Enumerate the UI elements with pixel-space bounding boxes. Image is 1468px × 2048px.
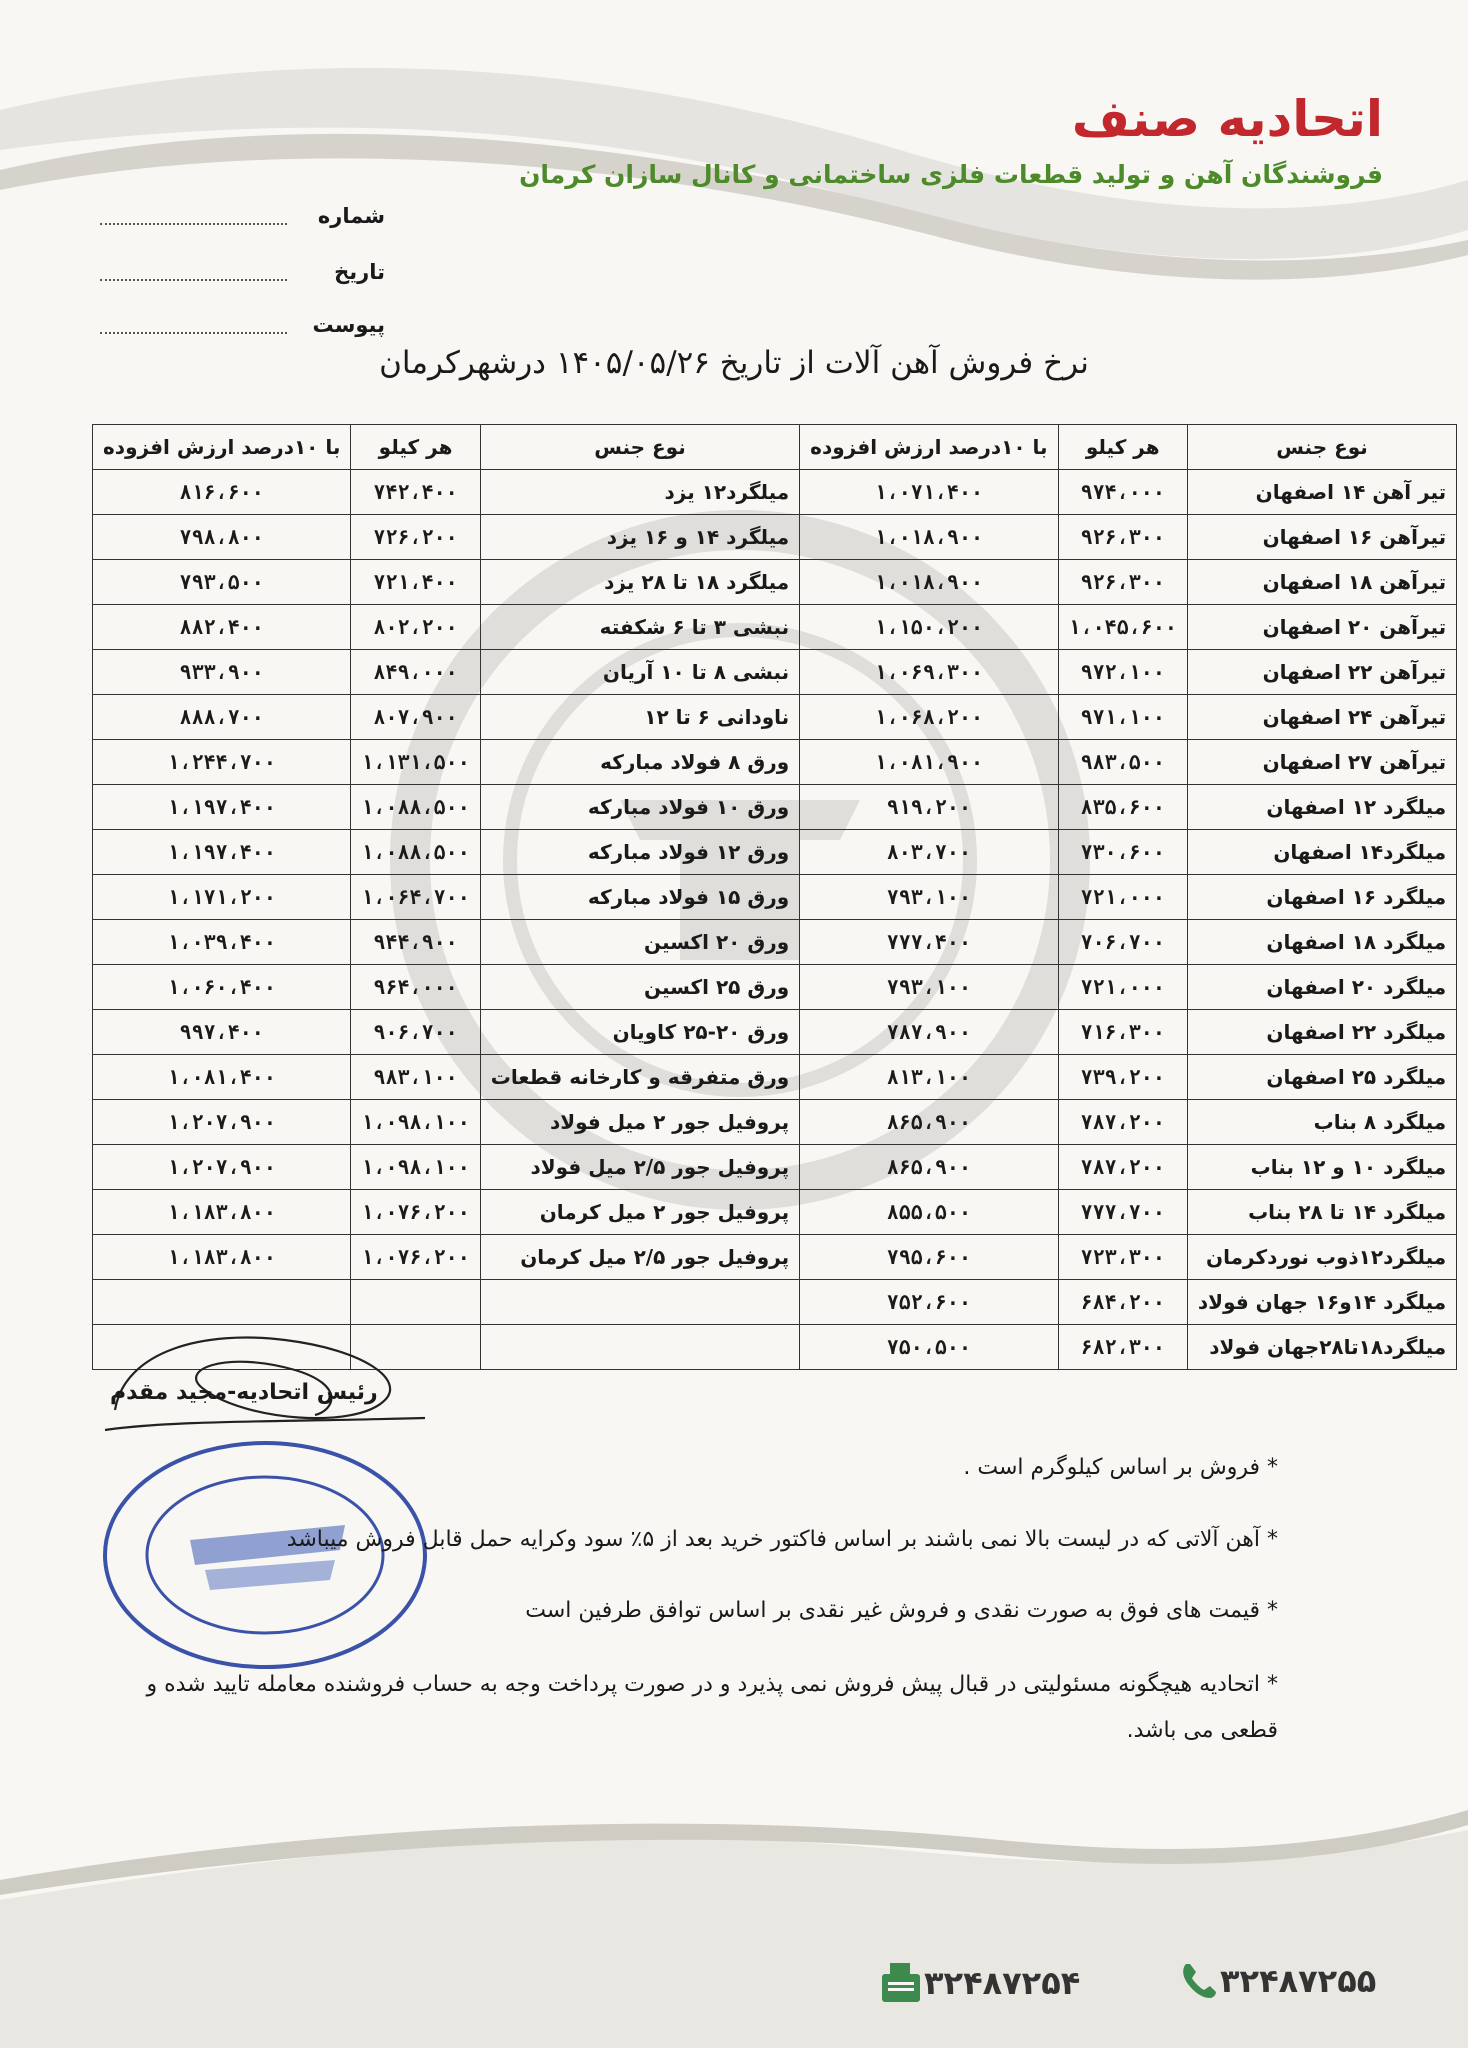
price-with-vat-cell: ۱،۲۰۷،۹۰۰ <box>93 1145 351 1190</box>
price-per-kilo-cell: ۶۸۲،۳۰۰ <box>1058 1325 1187 1370</box>
item-name-cell: میلگرد ۱۰ و ۱۲ بناب <box>1187 1145 1456 1190</box>
price-with-vat-cell: ۷۵۰،۵۰۰ <box>800 1325 1058 1370</box>
price-with-vat-cell: ۷۹۸،۸۰۰ <box>93 515 351 560</box>
union-title: اتحادیه صنف <box>1071 90 1383 148</box>
item-name-cell: میلگرد ۱۴ تا ۲۸ بناب <box>1187 1190 1456 1235</box>
item-name-cell: ورق ۲۵ اکسین <box>480 965 799 1010</box>
item-name-cell: میلگرد۱۴ اصفهان <box>1187 830 1456 875</box>
price-per-kilo-cell: ۱،۰۷۶،۲۰۰ <box>351 1190 480 1235</box>
price-per-kilo-cell: ۹۷۱،۱۰۰ <box>1058 695 1187 740</box>
table-row <box>93 515 1457 560</box>
document-title: نرخ فروش آهن آلات از تاریخ ۱۴۰۵/۰۵/۲۶ درشهرکرمان <box>379 345 1089 381</box>
number-field <box>100 196 385 236</box>
item-name-cell: تیرآهن ۱۸ اصفهان <box>1187 560 1456 605</box>
item-name-cell <box>480 1325 799 1370</box>
price-with-vat-cell: ۱،۱۹۷،۴۰۰ <box>93 785 351 830</box>
item-name-cell: تیرآهن ۲۷ اصفهان <box>1187 740 1456 785</box>
table-row <box>93 1190 1457 1235</box>
table-row <box>93 920 1457 965</box>
table-row <box>93 1010 1457 1055</box>
item-name-cell: میلگرد ۲۲ اصفهان <box>1187 1010 1456 1055</box>
item-name-cell: پروفیل جور ۲/۵ میل فولاد <box>480 1145 799 1190</box>
price-per-kilo-cell: ۷۷۷،۷۰۰ <box>1058 1190 1187 1235</box>
price-with-vat-cell: ۱،۰۶۰،۴۰۰ <box>93 965 351 1010</box>
item-name-cell: میلگرد ۲۰ اصفهان <box>1187 965 1456 1010</box>
header-per-kilo-right: هر کیلو <box>1058 425 1187 470</box>
price-with-vat-cell: ۸۶۵،۹۰۰ <box>800 1145 1058 1190</box>
price-with-vat-cell: ۱،۰۱۸،۹۰۰ <box>800 515 1058 560</box>
date-line <box>100 279 287 281</box>
number-line <box>100 223 287 225</box>
item-name-cell: تیرآهن ۲۰ اصفهان <box>1187 605 1456 650</box>
table-row <box>93 740 1457 785</box>
fax-number-block <box>860 1960 1080 2006</box>
price-with-vat-cell: ۷۹۳،۱۰۰ <box>800 965 1058 1010</box>
price-per-kilo-cell: ۹۷۲،۱۰۰ <box>1058 650 1187 695</box>
price-with-vat-cell: ۸۱۳،۱۰۰ <box>800 1055 1058 1100</box>
item-name-cell: ورق متفرقه و کارخانه قطعات <box>480 1055 799 1100</box>
attachment-label: پیوست <box>312 313 385 337</box>
note-presale-liability: * اتحادیه هیچگونه مسئولیتی در قبال پیش فروش نمی پذیرد و در صورت پرداخت وجه به حساب فروشنده معامله تایید شده و قطعی می باشد. <box>146 1672 1278 1743</box>
price-with-vat-cell: ۷۵۲،۶۰۰ <box>800 1280 1058 1325</box>
item-name-cell: میلگرد۱۲ یزد <box>480 470 799 515</box>
price-with-vat-cell: ۷۸۷،۹۰۰ <box>800 1010 1058 1055</box>
item-name-cell: ناودانی ۶ تا ۱۲ <box>480 695 799 740</box>
phone-number: ۳۲۴۸۷۲۵۵ <box>1220 1962 1377 2000</box>
table-row <box>93 1145 1457 1190</box>
price-with-vat-cell: ۱،۰۳۹،۴۰۰ <box>93 920 351 965</box>
date-field <box>100 252 385 292</box>
price-with-vat-cell: ۹۱۹،۲۰۰ <box>800 785 1058 830</box>
price-per-kilo-cell: ۹۸۳،۱۰۰ <box>351 1055 480 1100</box>
table-row <box>93 470 1457 515</box>
price-with-vat-cell: ۸۸۸،۷۰۰ <box>93 695 351 740</box>
table-row <box>93 1055 1457 1100</box>
price-with-vat-cell: ۷۷۷،۴۰۰ <box>800 920 1058 965</box>
item-name-cell: میلگرد ۱۴ و ۱۶ یزد <box>480 515 799 560</box>
price-with-vat-cell: ۱،۱۸۳،۸۰۰ <box>93 1235 351 1280</box>
union-subtitle: فروشندگان آهن و تولید قطعات فلزی ساختمانی و کانال سازان کرمان <box>519 160 1383 189</box>
price-with-vat-cell: ۱،۲۰۷،۹۰۰ <box>93 1100 351 1145</box>
price-with-vat-cell: ۱،۱۵۰،۲۰۰ <box>800 605 1058 650</box>
fax-number: ۳۲۴۸۷۲۵۴ <box>924 1964 1081 2002</box>
price-with-vat-cell: ۷۹۳،۵۰۰ <box>93 560 351 605</box>
price-per-kilo-cell: ۷۲۶،۲۰۰ <box>351 515 480 560</box>
header-vat-right: با ۱۰درصد ارزش افزوده <box>800 425 1058 470</box>
price-with-vat-cell: ۱،۱۷۱،۲۰۰ <box>93 875 351 920</box>
price-per-kilo-cell: ۱،۰۹۸،۱۰۰ <box>351 1145 480 1190</box>
price-per-kilo-cell: ۱،۱۳۱،۵۰۰ <box>351 740 480 785</box>
price-per-kilo-cell: ۱،۰۸۸،۵۰۰ <box>351 785 480 830</box>
price-per-kilo-cell: ۶۸۴،۲۰۰ <box>1058 1280 1187 1325</box>
item-name-cell: نبشی ۸ تا ۱۰ آریان <box>480 650 799 695</box>
item-name-cell: میلگرد ۱۴و۱۶ جهان فولاد <box>1187 1280 1456 1325</box>
item-name-cell: تیر آهن ۱۴ اصفهان <box>1187 470 1456 515</box>
price-with-vat-cell: ۱،۰۶۹،۳۰۰ <box>800 650 1058 695</box>
table-row <box>93 605 1457 650</box>
price-table <box>92 424 1457 1370</box>
item-name-cell: ورق ۱۲ فولاد مبارکه <box>480 830 799 875</box>
table-row <box>93 965 1457 1010</box>
price-per-kilo-cell: ۹۲۶،۳۰۰ <box>1058 515 1187 560</box>
price-per-kilo-cell: ۷۱۶،۳۰۰ <box>1058 1010 1187 1055</box>
price-per-kilo-cell: ۹۲۶،۳۰۰ <box>1058 560 1187 605</box>
item-name-cell: میلگرد ۱۸ اصفهان <box>1187 920 1456 965</box>
item-name-cell: ورق ۲۰ اکسین <box>480 920 799 965</box>
item-name-cell: میلگرد ۲۵ اصفهان <box>1187 1055 1456 1100</box>
price-with-vat-cell: ۸۵۵،۵۰۰ <box>800 1190 1058 1235</box>
price-per-kilo-cell: ۱،۰۷۶،۲۰۰ <box>351 1235 480 1280</box>
union-stamp <box>95 1430 435 1680</box>
price-with-vat-cell: ۱،۰۷۱،۴۰۰ <box>800 470 1058 515</box>
price-per-kilo-cell: ۸۰۷،۹۰۰ <box>351 695 480 740</box>
table-row <box>93 695 1457 740</box>
note-unlisted-items: * آهن آلاتی که در لیست بالا نمی باشند بر اساس فاکتور خرید بعد از ۵٪ سود وکرایه حمل قابل فروش میباشد <box>286 1527 1278 1552</box>
item-name-cell <box>480 1280 799 1325</box>
attachment-field <box>100 305 385 345</box>
price-with-vat-cell: ۱،۲۴۴،۷۰۰ <box>93 740 351 785</box>
item-name-cell: پروفیل جور ۲/۵ میل کرمان <box>480 1235 799 1280</box>
table-row <box>93 1100 1457 1145</box>
price-per-kilo-cell: ۷۳۰،۶۰۰ <box>1058 830 1187 875</box>
fax-icon <box>878 1960 924 2006</box>
price-with-vat-cell: ۹۳۳،۹۰۰ <box>93 650 351 695</box>
price-with-vat-cell: ۱،۱۹۷،۴۰۰ <box>93 830 351 875</box>
price-per-kilo-cell: ۷۲۱،۴۰۰ <box>351 560 480 605</box>
date-label: تاریخ <box>334 260 385 284</box>
price-with-vat-cell: ۹۹۷،۴۰۰ <box>93 1010 351 1055</box>
price-with-vat-cell: ۱،۰۸۱،۹۰۰ <box>800 740 1058 785</box>
header-type-right: نوع جنس <box>1187 425 1456 470</box>
item-name-cell: پروفیل جور ۲ میل فولاد <box>480 1100 799 1145</box>
item-name-cell: میلگرد۱۸تا۲۸جهان فولاد <box>1187 1325 1456 1370</box>
table-row <box>93 830 1457 875</box>
price-per-kilo-cell: ۷۴۲،۴۰۰ <box>351 470 480 515</box>
price-per-kilo-cell: ۹۶۴،۰۰۰ <box>351 965 480 1010</box>
price-per-kilo-cell: ۸۳۵،۶۰۰ <box>1058 785 1187 830</box>
price-per-kilo-cell: ۱،۰۶۴،۷۰۰ <box>351 875 480 920</box>
price-per-kilo-cell: ۱،۰۹۸،۱۰۰ <box>351 1100 480 1145</box>
price-per-kilo-cell: ۹۴۴،۹۰۰ <box>351 920 480 965</box>
item-name-cell: ورق ۸ فولاد مبارکه <box>480 740 799 785</box>
price-with-vat-cell: ۱،۱۸۳،۸۰۰ <box>93 1190 351 1235</box>
price-table-body <box>93 470 1457 1370</box>
phone-icon <box>1178 1960 1220 2002</box>
note-cash-prices: * قیمت های فوق به صورت نقدی و فروش غیر نقدی بر اساس توافق طرفین است <box>525 1598 1278 1623</box>
item-name-cell: میلگرد ۱۲ اصفهان <box>1187 785 1456 830</box>
table-header-row <box>93 425 1457 470</box>
price-per-kilo-cell: ۷۰۶،۷۰۰ <box>1058 920 1187 965</box>
price-with-vat-cell: ۸۰۳،۷۰۰ <box>800 830 1058 875</box>
price-with-vat-cell: ۸۸۲،۴۰۰ <box>93 605 351 650</box>
item-name-cell: پروفیل جور ۲ میل کرمان <box>480 1190 799 1235</box>
header-vat-left: با ۱۰درصد ارزش افزوده <box>93 425 351 470</box>
price-per-kilo-cell: ۹۷۴،۰۰۰ <box>1058 470 1187 515</box>
price-per-kilo-cell: ۹۸۳،۵۰۰ <box>1058 740 1187 785</box>
price-per-kilo-cell: ۷۲۳،۳۰۰ <box>1058 1235 1187 1280</box>
price-with-vat-cell: ۸۶۵،۹۰۰ <box>800 1100 1058 1145</box>
price-per-kilo-cell: ۷۸۷،۲۰۰ <box>1058 1100 1187 1145</box>
price-with-vat-cell: ۱،۰۶۸،۲۰۰ <box>800 695 1058 740</box>
price-per-kilo-cell: ۸۴۹،۰۰۰ <box>351 650 480 695</box>
item-name-cell: میلگرد۱۲ذوب نوردکرمان <box>1187 1235 1456 1280</box>
signature-label: رئیس اتحادیه-مجید مقدم <box>110 1380 378 1405</box>
item-name-cell: نبشی ۳ تا ۶ شکفته <box>480 605 799 650</box>
header-per-kilo-left: هر کیلو <box>351 425 480 470</box>
item-name-cell: ورق ۲۰-۲۵ کاویان <box>480 1010 799 1055</box>
phone-number-block <box>1160 1960 1376 2002</box>
price-per-kilo-cell: ۸۰۲،۲۰۰ <box>351 605 480 650</box>
header-type-left: نوع جنس <box>480 425 799 470</box>
price-with-vat-cell: ۸۱۶،۶۰۰ <box>93 470 351 515</box>
item-name-cell: تیرآهن ۱۶ اصفهان <box>1187 515 1456 560</box>
item-name-cell: ورق ۱۰ فولاد مبارکه <box>480 785 799 830</box>
table-row <box>93 1235 1457 1280</box>
price-per-kilo-cell: ۹۰۶،۷۰۰ <box>351 1010 480 1055</box>
price-per-kilo-cell: ۱،۰۸۸،۵۰۰ <box>351 830 480 875</box>
item-name-cell: میلگرد ۸ بناب <box>1187 1100 1456 1145</box>
table-row <box>93 650 1457 695</box>
item-name-cell: تیرآهن ۲۲ اصفهان <box>1187 650 1456 695</box>
price-per-kilo-cell: ۷۸۷،۲۰۰ <box>1058 1145 1187 1190</box>
attachment-line <box>100 332 287 334</box>
price-with-vat-cell: ۱،۰۱۸،۹۰۰ <box>800 560 1058 605</box>
note-sale-basis: * فروش بر اساس کیلوگرم است . <box>963 1455 1278 1480</box>
price-with-vat-cell: ۷۹۵،۶۰۰ <box>800 1235 1058 1280</box>
price-per-kilo-cell: ۷۲۱،۰۰۰ <box>1058 965 1187 1010</box>
table-row <box>93 875 1457 920</box>
table-row <box>93 560 1457 605</box>
item-name-cell: ورق ۱۵ فولاد مبارکه <box>480 875 799 920</box>
item-name-cell: میلگرد ۱۶ اصفهان <box>1187 875 1456 920</box>
price-per-kilo-cell: ۱،۰۴۵،۶۰۰ <box>1058 605 1187 650</box>
item-name-cell: تیرآهن ۲۴ اصفهان <box>1187 695 1456 740</box>
number-label: شماره <box>317 204 385 228</box>
price-with-vat-cell: ۷۹۳،۱۰۰ <box>800 875 1058 920</box>
price-per-kilo-cell: ۷۲۱،۰۰۰ <box>1058 875 1187 920</box>
price-per-kilo-cell: ۷۳۹،۲۰۰ <box>1058 1055 1187 1100</box>
item-name-cell: میلگرد ۱۸ تا ۲۸ یزد <box>480 560 799 605</box>
table-row <box>93 785 1457 830</box>
price-with-vat-cell: ۱،۰۸۱،۴۰۰ <box>93 1055 351 1100</box>
